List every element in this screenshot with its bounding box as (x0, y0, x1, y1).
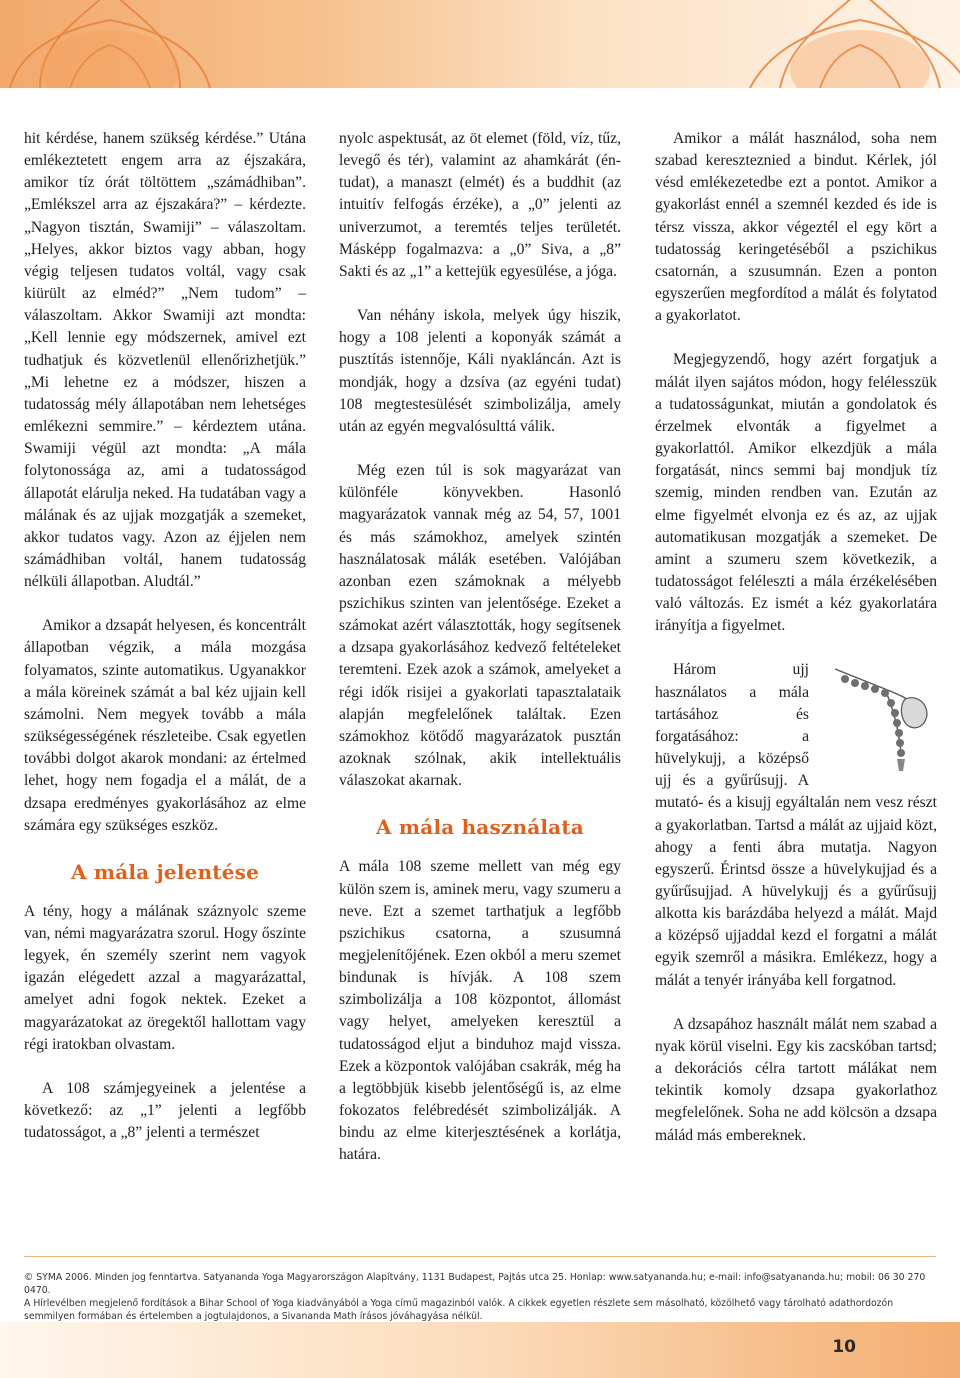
copyright-line: © SYMA 2006. Minden jog fenntartva. Satyananda Yoga Magyarországon Alapítvány, 1131 Budapest, Pajtás utca 25. Honlap: www.satyananda.hu; e-mail: info@satyananda.hu; mobil: 06 30 270 0470. (24, 1272, 926, 1296)
footer (24, 1271, 936, 1323)
paragraph: Van néhány iskola, melyek úgy hiszik, hogy a 108 jelenti a koponyák számát a pusztítás istennője, Káli nyakláncán. Azt is mondják, hogy a dzsíva (az egyéni tudat) 108 megtestesülését szimbolizálja, amely után az egyén megvalósulttá válik. (339, 307, 621, 435)
paragraph: Amikor a málát használod, soha nem szabad kereszteznied a bindut. Kérlek, jól vésd emlékezetedbe ezt a pontot. Amikor a gyakorlást ennél a szemnél kezded és ide is térsz vissza, akkor végeztél el egy kört a tudatosság keringetéséből a pszichikus csatornán, a szusumnán. Ezen a ponton egyszerűen megfordítod a málát és folytatod a gyakorlatot. (655, 130, 937, 325)
paragraph: nyolc aspektusát, az öt elemet (föld, víz, tűz, levegő és tér), valamint az ahamkárát (én-tudat), a manaszt (elmét) és a buddhit (az intuitív felfogás érzéke), a „0” jelenti az univerzumot, a teremtés teljes területét. Másképp fogalmazva: a „0” Siva, a „8” Sakti és az „1” a kettejük egyesülése, a jóga. (339, 130, 621, 280)
figure-block (655, 659, 937, 991)
column-1 (24, 128, 306, 1166)
paragraph: Amikor a dzsapát helyesen, és koncentrált állapotban végzik, a mála mozgása folyamatos, szinte automatikus. Ugyanakkor a mála köreinek számát a bal kéz ujjain kell számolni. Nem megyek tovább a mála szükségességének részleteibe. Csak egyetlen további dolgot akarok mondani: az értelmed lehet, hogy nem fogadja el a málát, de a dzsapa eredményes gyakorlásához az elme számára egy szükséges eszköz. (24, 617, 306, 834)
mala-hand-illustration (815, 659, 937, 787)
lotus-ornament-icon (0, 0, 960, 88)
paragraph: Három ujj használatos a mála tartásához és forgatásához: a hüvelykujj, a középső ujj és a gyűrűsujj. A mutató- és a kisujj egyáltalán nem vesz részt a gyakorlatban. Tartsd a málát az ujjaid közt, ahogy a fenti ábra mutatja. Nagyon egyszerű. Érintsd össze a hüvelykujjad és a gyűrűsujjad. A hüvelykujj és a gyűrűsujj alkotta kis barázdába helyezd a málát. Majd a középső ujjaddal kezd el forgatni a málát egyik szemről a másikra. Emlékezz, hogy a málát a tenyér irányába kell forgatnod. (655, 661, 937, 989)
bottom-banner (0, 1322, 960, 1378)
section-heading: A mála jelentése (70, 859, 260, 884)
paragraph: A mála 108 szeme mellett van még egy külön szem is, aminek meru, vagy szumeru a neve. Ezt a szemet tarthatjuk a legfőbb pszichikus csatorna, a szusumná megjelenítőjének. Ezen okból a meru szemet bindunak is hívják. A 108 szem szimbolizálja a 108 központot, állomást vagy helyet, amelyeken keresztül a tudatosságod eljut a binduhoz majd vissza. Ezek a központok valójában csakrák, még ha a legtöbbjük kisebb jelentőségű is, az elme fokozatos felébredését szimbolizálják. A bindu az elme kiterjesztésének a korlátja, határa. (339, 858, 621, 1164)
column-2 (339, 128, 621, 1189)
top-banner (0, 0, 960, 88)
paragraph: hit kérdése, hanem szükség kérdése.” Utána emlékeztetett engem arra az éjszakára, amikor tíz órát töltöttem „számádhiban”. „Emlékszel arra az éjszakára?” – kérdezte. „Nagyon tisztán, Swamiji” – válaszoltam. „Helyes, akkor biztos vagy abban, hogy végig teljesen tudatos voltál, vagy csak kiürült az elméd?” „Nem tudom” – válaszoltam. Akkor Swamiji azt mondta: „Kell lennie egy módszernek, amivel ezt tudhatjuk és közvetlenül ellenőrizhetjük.” „Mi lehetne ez a módszer, hiszen a tudatosság mély állapotában nem lehetséges emlékezni semmire.” – kérdeztem utána. Swamiji végül azt mondta: „A mála folytonossága az, ami a tudatosságod állapotát elárulja neked. Ha tudatában vagy a málának és az ujjak mozgatják a szemeket, akkor tudatos vagy. Azon az éjjelen nem számádhiban voltál, hanem tudatosság nélküli állapotban. Aludtál.” (24, 130, 306, 591)
paragraph: A tény, hogy a málának száznyolc szeme van, némi magyarázatra szorul. Hogy őszinte legyek, én személy szerint nem vagyok igazán elégedett azzal a magyarázattal, amelyet adni fogok nektek. Ezeket a magyarázatokat az öregektől hallottam vagy régi iratokban olvastam. (24, 902, 306, 1053)
section-heading: A mála használata (376, 815, 584, 840)
paragraph: Még ezen túl is sok magyarázat van különféle könyvekben. Hasonló magyarázatok vannak még az 54, 57, 1001 és más számokhoz, amelyek szintén használatosak málák esetében. Valójában azonban ezen számoknak a mélyebb pszichikus szinten van jelentősége. Ezeket a számokat azért választották, hogy segítsenek a dzsapa gyakorlásához kedvező feltételeket teremteni. Ezek azok a számok, amelyeket a régi idők risijei a gyakorlati tapasztalataik alapján megfelelőnek találtak. Ezen számokhoz kötődő magyarázatok pusztán azoknak szólnak, akik intellektuális válaszokat akarnak. (339, 462, 621, 790)
paragraph: Megjegyzendő, hogy azért forgatjuk a málát ilyen sajátos módon, hogy felélesszük a tudatosságunkat, miután a gondolatok és érzelmek elvonták a figyelmet a gyakorlattól. Amikor elkezdjük a mála forgatását, nincs semmi baj mondjuk tíz szemig, minden rendben van. Ezután az elme figyelmét elvonja ez és az, az ujjak automatikusan mozgatják a szemeket. De amint a szumeru szem következik, a tudatosságot feléleszti a mála érzékelésében való változás. Ez ismét a kéz gyakorlatára irányítja a figyelmet. (655, 351, 937, 635)
paragraph: A 108 számjegyeinek a jelentése a következő: az „1” jelenti a legfőbb tudatosságot, a „8” jelenti a természet (24, 1079, 306, 1142)
page-number: 10 (832, 1337, 856, 1357)
footer-divider (24, 1256, 936, 1257)
column-3 (655, 128, 937, 1169)
rights-notice: A Hírlevélben megjelenő fordítások a Bihar School of Yoga kiadványából a Yoga című magazinból valók. A cikkek egyetlen részlete sem másolható, közölhető vagy tárolható adathordozón semmilyen formában és értelemben a jogtulajdonos, a Sivananda Math írásos jóváhagyása nélkül. (24, 1298, 894, 1322)
paragraph: A dzsapához használt málát nem szabad a nyak körül viselni. Egy kis zacskóban tartsd; a dekorációs célra tartott málákat nem tekintik komoly dzsapa gyakorlathoz megfelelőnek. Soha ne add kölcsön a dzsapa málád más embereknek. (655, 1015, 937, 1144)
